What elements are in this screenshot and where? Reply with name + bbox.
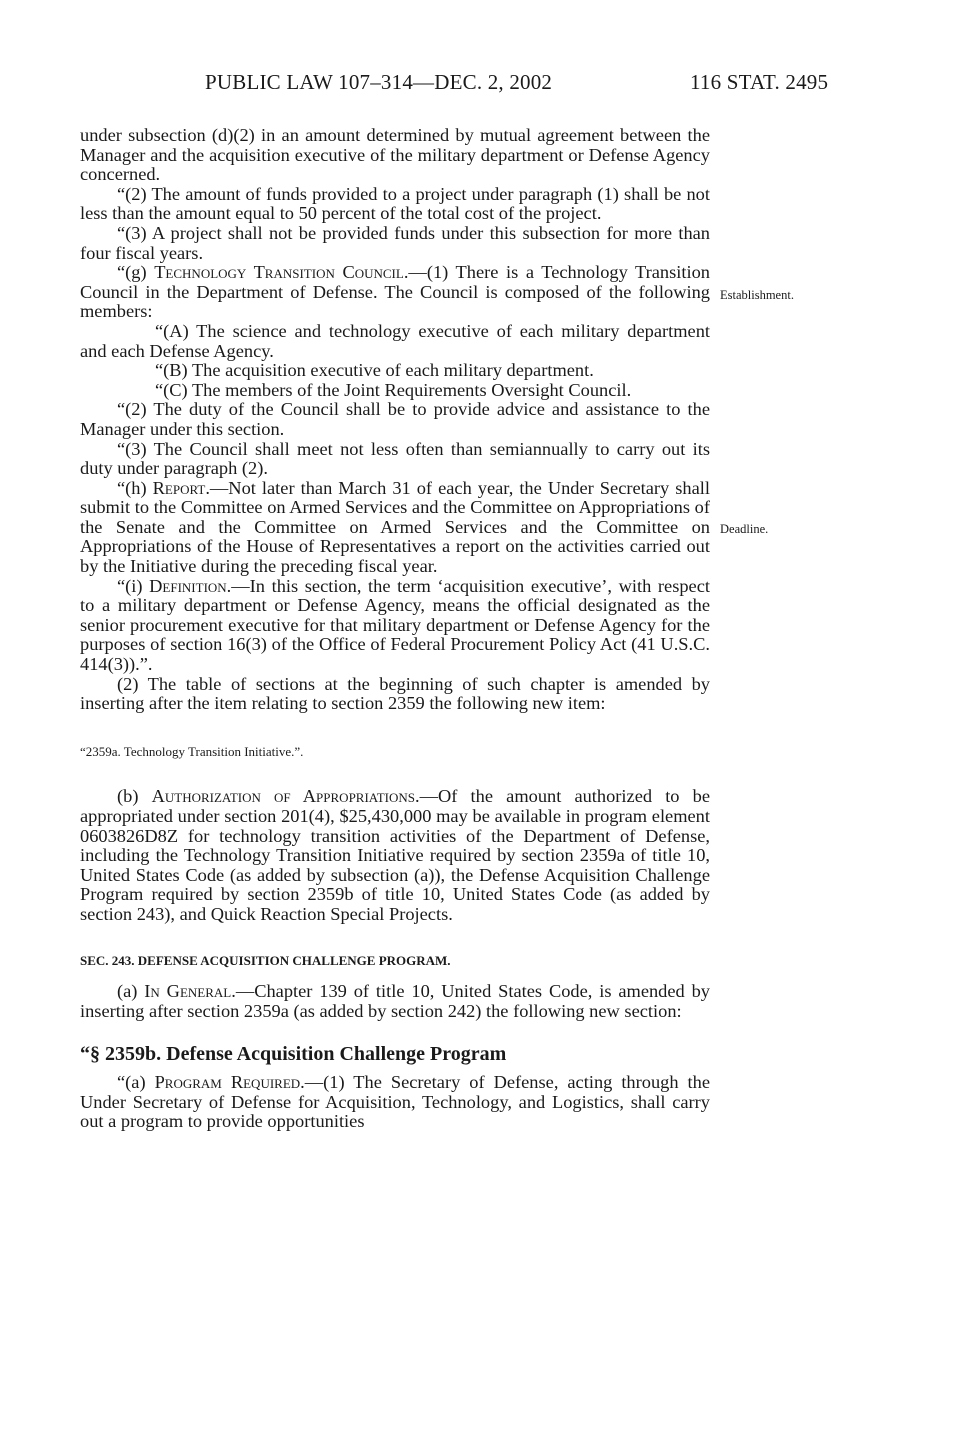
paragraph: “(A) The science and technology executive of each military department and each Defense Agency. (80, 320, 710, 361)
paragraph-text: .—(1) The Secretary of Defense, acting through the Under Secretary of Defense for Acquisition, Technology, and Logistics, shall carry out a program to provide opportunities (80, 1071, 710, 1132)
paragraph: “(3) The Council shall meet not less often than semiannually to carry out its duty under paragraph (2). (80, 438, 710, 479)
paragraph-heading: Technology Transition Council (154, 262, 404, 283)
page-reference: 116 STAT. 2495 (690, 70, 829, 94)
paragraph (80, 577, 710, 675)
paragraph-lead: “(i) (117, 575, 150, 596)
paragraph: “(2) The amount of funds provided to a project under paragraph (1) shall be not less than the amount equal to 50 percent of the total cost of the project. (80, 183, 710, 224)
paragraph-heading: Program Required (154, 1071, 301, 1092)
paragraph (80, 263, 710, 322)
section-title: “§ 2359b. Defense Acquisition Challenge Program (80, 1043, 507, 1066)
paragraph (80, 982, 710, 1021)
paragraph (80, 787, 710, 924)
paragraph (80, 479, 710, 577)
paragraph-lead: (a) (117, 981, 145, 1002)
paragraph: “(2) The duty of the Council shall be to provide advice and assistance to the Manager under this section. (80, 399, 710, 439)
margin-note-deadline: Deadline. (720, 522, 769, 536)
paragraph-heading: In General (144, 981, 232, 1002)
paragraph-heading: Authorization of Appropriations (151, 786, 416, 807)
paragraph-text: .—In this section, the term ‘acquisition executive’, with respect to a military department or Defense Agency, means the official designated as the senior procurement executive for that military department or Defense Agency for the purposes of section 16(3) of the Office of Federal Procurement Policy Act (41 U.S.C. 414(3)).”. (80, 575, 710, 675)
paragraph: (2) The table of sections at the beginning of such chapter is amended by inserting after the item relating to section 2359 the following new item: (80, 673, 710, 714)
paragraph-text: .—Chapter 139 of title 10, United States Code, is amended by inserting after section 2359a (as added by section 242) the following new section: (80, 981, 710, 1021)
paragraph: under subsection (d)(2) in an amount determined by mutual agreement between the Manager and the acquisition executive of the military department or Defense Agency concerned. (80, 125, 710, 185)
table-of-sections-item: “2359a. Technology Transition Initiative.”. (80, 743, 304, 759)
paragraph-heading: Report (152, 477, 206, 498)
body-text (80, 126, 710, 1132)
paragraph (80, 1073, 710, 1132)
paragraph-lead: (b) (117, 786, 152, 807)
paragraph-lead: “(a) (117, 1071, 155, 1092)
paragraph-text: .—Not later than March 31 of each year, the Under Secretary shall submit to the Committee on Armed Services and the Committee on Appropriations of the Senate and the Committee on Armed Services and the Committee on Appropriations of the House of Representatives a report on the activities carried out by the Initiative during the preceding fiscal year. (80, 477, 710, 577)
paragraph: “(B) The acquisition executive of each military department. (155, 360, 594, 381)
paragraph: “(C) The members of the Joint Requirements Oversight Council. (155, 379, 632, 400)
paragraph: “(3) A project shall not be provided funds under this subsection for more than four fiscal years. (80, 222, 710, 263)
paragraph-lead: “(h) (117, 477, 153, 498)
paragraph-text: .—(1) There is a Technology Transition Council in the Department of Defense. The Council is composed of the following members: (80, 262, 711, 322)
section-heading: SEC. 243. DEFENSE ACQUISITION CHALLENGE PROGRAM. (80, 952, 451, 968)
paragraph-lead: “(g) (117, 262, 155, 283)
margin-note-establishment: Establishment. (720, 288, 794, 302)
paragraph-heading: Definition (149, 575, 227, 596)
running-head-title: PUBLIC LAW 107–314—DEC. 2, 2002 (205, 70, 553, 94)
paragraph-text: .—Of the amount authorized to be appropriated under section 201(4), $25,430,000 may be available in program element 0603826D8Z for technology transition activities of the Department of Defense, including the Technology Transition Initiative required by section 2359a of title 10, United States Code (as added by subsection (a)), the Defense Acquisition Challenge Program required by section 2359b of title 10, United States Code (as added by section 243), and Quick Reaction Special Projects. (80, 786, 710, 924)
